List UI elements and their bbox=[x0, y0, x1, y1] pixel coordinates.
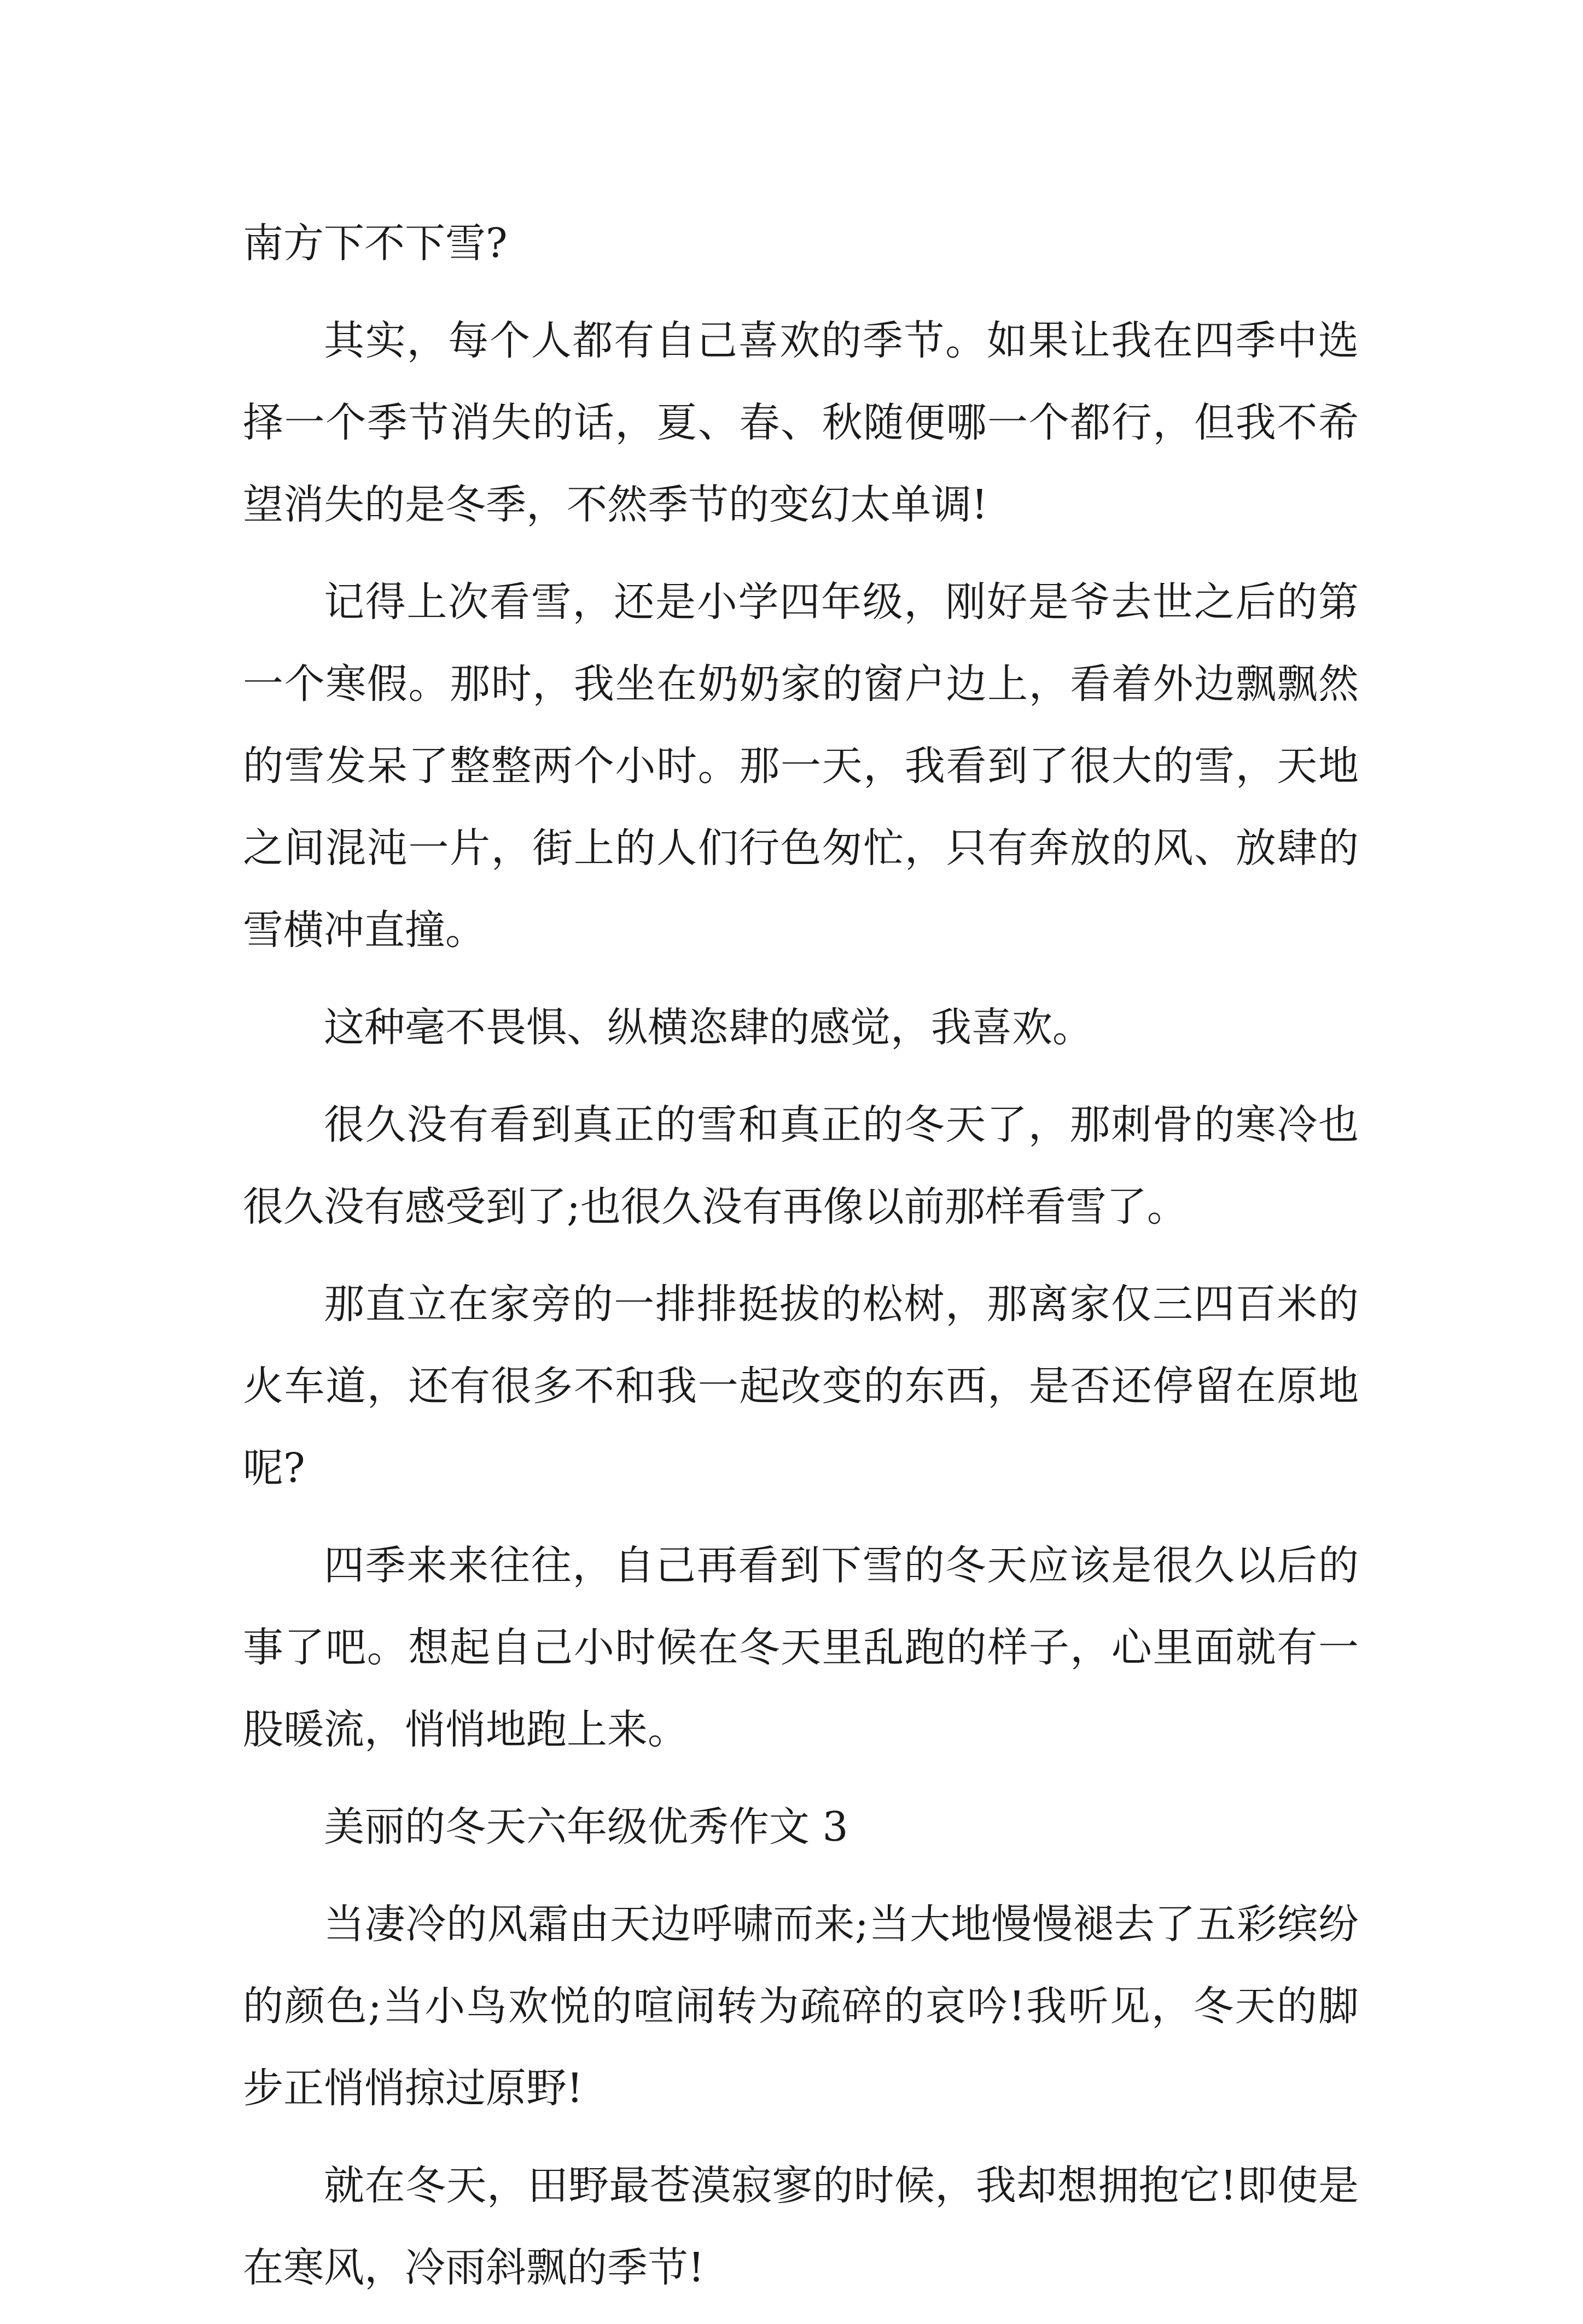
paragraph-4: 这种毫不畏惧、纵横恣肆的感觉，我喜欢。 bbox=[324, 1004, 1093, 1051]
paragraph-6: 那直立在家旁的一排排挺拔的松树，那离家仅三四百米的火车道，还有很多不和我一起改变的东西，是否还停留在原地呢? bbox=[243, 1281, 1359, 1492]
paragraph-7: 四季来来往往，自己再看到下雪的冬天应该是很久以后的事了吧。想起自己小时候在冬天里乱跑的样子，心里面就有一股暖流，悄悄地跑上来。 bbox=[243, 1542, 1359, 1753]
paragraph-2: 其实，每个人都有自己喜欢的季节。如果让我在四季中选择一个季节消失的话，夏、春、秋随便哪一个都行，但我不希望消失的是冬季，不然季节的变幻太单调! bbox=[243, 317, 1359, 528]
paragraph-1: 南方下不下雪? bbox=[243, 220, 508, 267]
paragraph-5: 很久没有看到真正的雪和真正的冬天了，那刺骨的寒冷也很久没有感受到了;也很久没有再像以前那样看雪了。 bbox=[243, 1101, 1359, 1230]
paragraph-8: 当凄冷的风霜由天边呼啸而来;当大地慢慢褪去了五彩缤纷的颜色;当小鸟欢悦的喧闹转为疏碎的哀吟!我听见，冬天的脚步正悄悄掠过原野! bbox=[243, 1901, 1359, 2112]
section-heading: 美丽的冬天六年级优秀作文 3 bbox=[324, 1803, 848, 1850]
paragraph-9: 就在冬天，田野最苍漠寂寥的时候，我却想拥抱它!即使是在寒风，冷雨斜飘的季节! bbox=[243, 2162, 1359, 2291]
document-page bbox=[243, 202, 1359, 2324]
paragraph-3: 记得上次看雪，还是小学四年级，刚好是爷去世之后的第一个寒假。那时，我坐在奶奶家的窗户边上，看着外边飘飘然的雪发呆了整整两个小时。那一天，我看到了很大的雪，天地之间混沌一片，街上的人们行色匆忙，只有奔放的风、放肆的雪横冲直撞。 bbox=[243, 579, 1359, 954]
